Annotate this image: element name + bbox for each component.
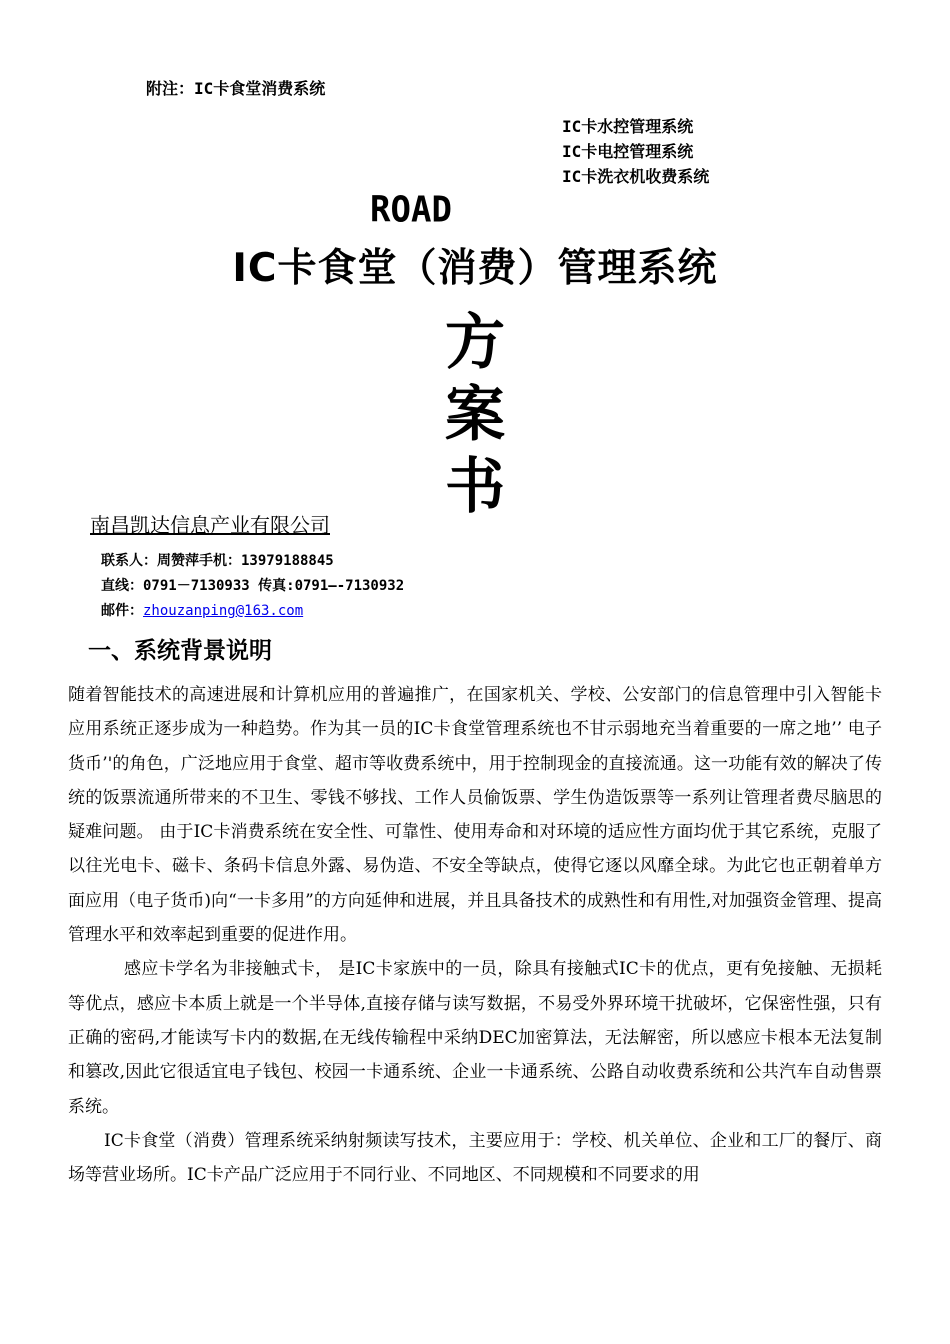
email-line	[101, 600, 303, 620]
subtitle-char-3: 书	[445, 452, 505, 522]
document-title: IC卡食堂（消费）管理系统	[232, 246, 718, 291]
contact-line: 联系人：周赞萍手机：13979188845	[101, 553, 334, 569]
paragraph-1: 随着智能技术的高速进展和计算机应用的普遍推广，在国家机关、学校、公安部门的信息管理中引入智能卡应用系统正逐步成为一种趋势。作为其一员的IC卡食堂管理系统也不甘示弱地充当着重要的一席之地’’ 电子货币’'的角色，广泛地应用于食堂、超市等收费系统中，用于控制现金的直接流通。这一功能有效的解决了传统的饭票流通所带来的不卫生、零钱不够找、工作人员偷饭票、学生伪造饭票等一系列让管理者费尽脑思的疑难问题。 由于IC卡消费系统在安全性、可靠性、使用寿命和对环境的适应性方面均优于其它系统，克服了以往光电卡、磁卡、条码卡信息外露、易伪造、不安全等缺点，使得它逐以风靡全球。为此它也正朝着单方面应用（电子货币)向“一卡多用”的方向延伸和进展，并且具备技术的成熟性和有用性,对加强资金管理、提高管理水平和效率起到重要的促进作用。	[68, 685, 882, 946]
paragraph-3: IC卡食堂（消费）管理系统采纳射频读写技术，主要应用于：学校、机关单位、企业和工厂的餐厅、商场等营业场所。IC卡产品广泛应用于不同行业、不同地区、不同规模和不同要求的用	[68, 1130, 882, 1186]
header-note: 附注：IC卡食堂消费系统	[146, 79, 326, 98]
phone-fax-line: 直线：0791－7130933 传真:0791—-7130932	[101, 578, 405, 594]
email-label: 邮件：	[101, 603, 143, 619]
company-name: 南昌凯达信息产业有限公司	[90, 513, 330, 537]
subtitle-char-1: 方	[445, 308, 505, 378]
related-system-laundry: IC卡洗衣机收费系统	[562, 167, 710, 186]
section-body	[68, 678, 882, 1192]
related-system-water: IC卡水控管理系统	[562, 117, 694, 136]
paragraph-2: 感应卡学名为非接触式卡， 是IC卡家族中的一员，除具有接触式IC卡的优点，更有免接触、无损耗等优点，感应卡本质上就是一个半导体,直接存储与读写数据，不易受外界环境干扰破坏，它保密性强，只有正确的密码,才能读写卡内的数据,在无线传输程中采纳DEC加密算法，无法解密，所以感应卡根本无法复制和篡改,因此它很适宜电子钱包、校园一卡通系统、企业一卡通系统、公路自动收费系统和公共汽车自动售票系统。	[68, 959, 882, 1117]
brand-name: ROAD	[370, 189, 452, 231]
section-heading: 一、系统背景说明	[88, 638, 272, 664]
email-link[interactable]: zhouzanping@163.com	[143, 603, 304, 619]
subtitle-char-2: 案	[445, 380, 505, 450]
related-system-electric: IC卡电控管理系统	[562, 142, 694, 161]
